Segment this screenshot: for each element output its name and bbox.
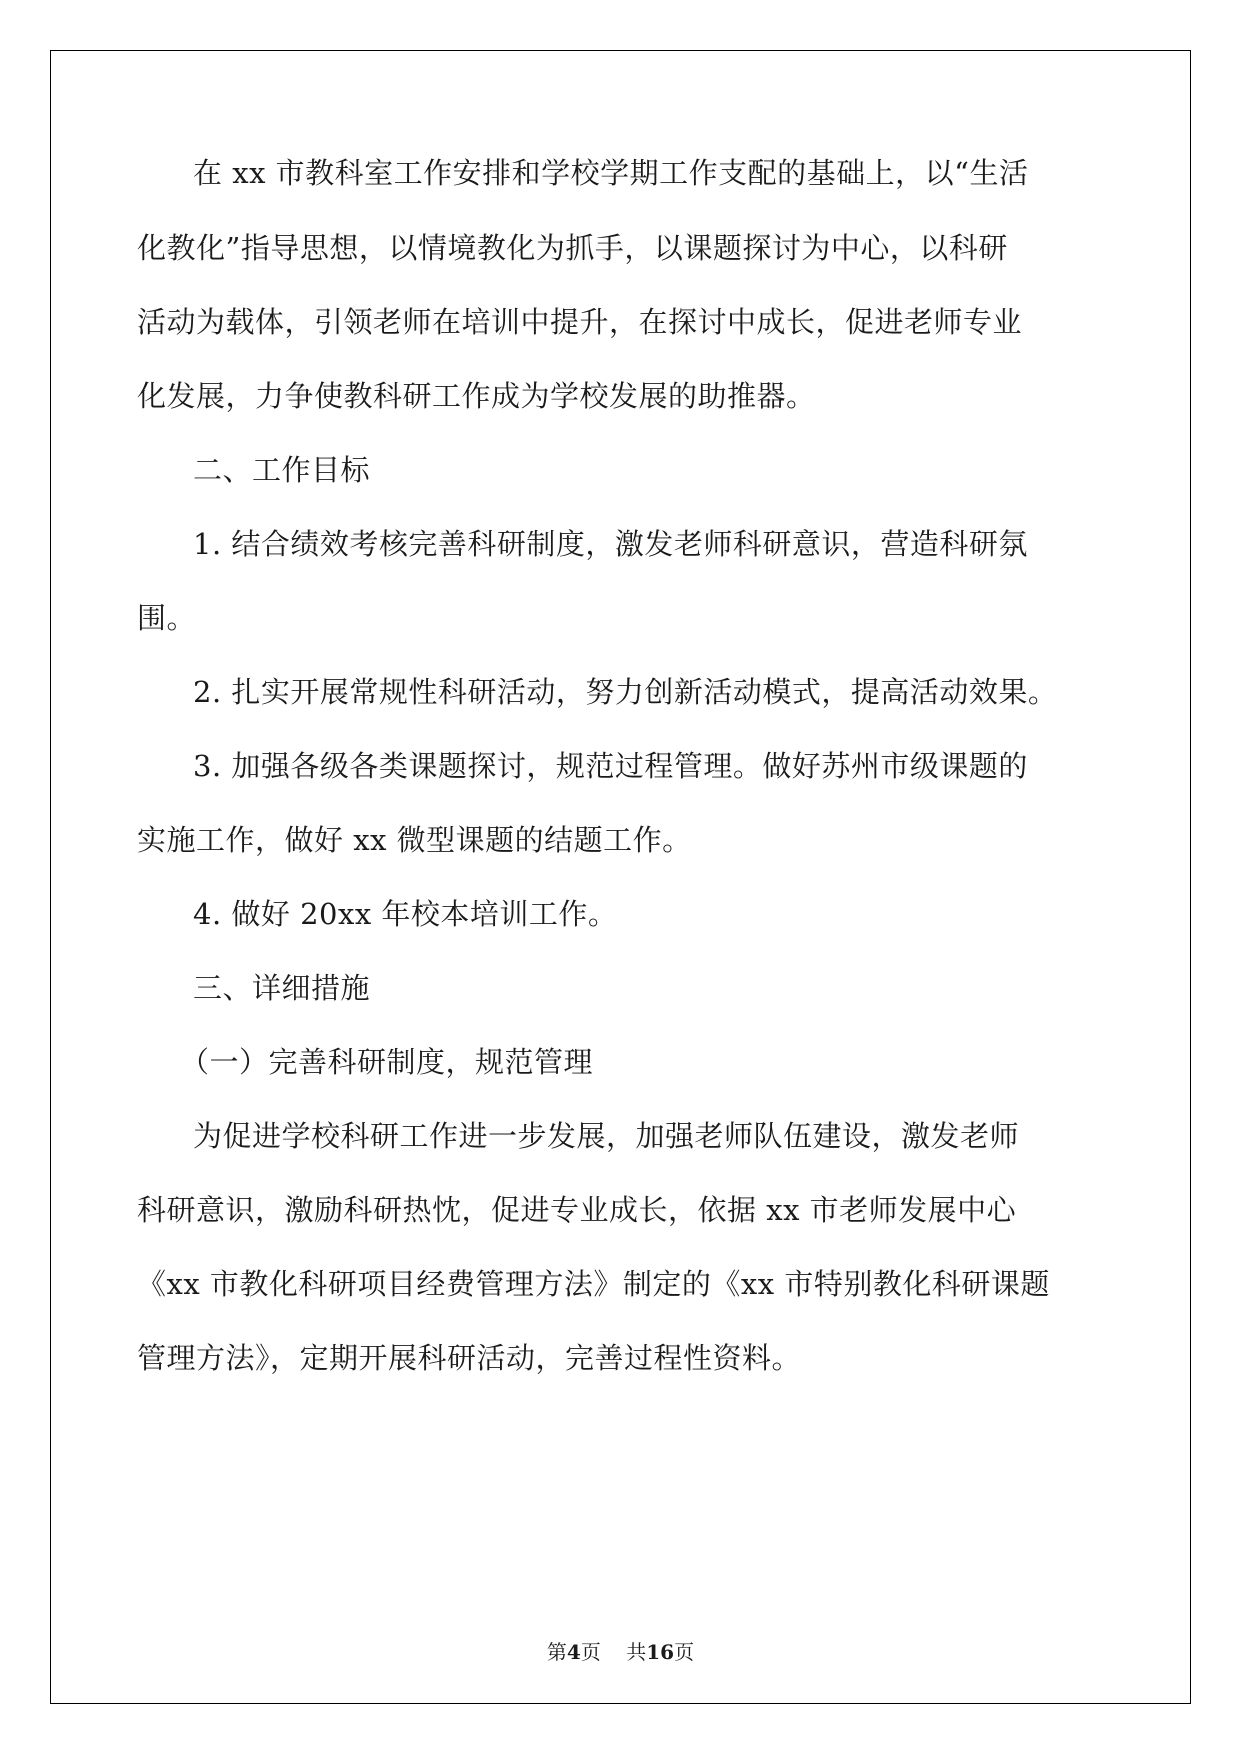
footer-total-suffix: 页 bbox=[674, 1640, 695, 1664]
paragraph-intro-line-3: 活动为载体，引领老师在培训中提升，在探讨中成长，促进老师专业 bbox=[137, 305, 1023, 339]
section-heading-goals: 二、工作目标 bbox=[193, 453, 371, 487]
paragraph-intro-line-1: 在 xx 市教科室工作安排和学校学期工作支配的基础上，以“生活 bbox=[193, 156, 1029, 190]
footer-page-number: 4 bbox=[566, 1640, 581, 1664]
footer-page-suffix: 页 bbox=[580, 1640, 601, 1664]
goal-3-line-1: 3. 加强各级各类课题探讨，规范过程管理。做好苏州市级课题的 bbox=[193, 749, 1028, 783]
section-heading-measures: 三、详细措施 bbox=[193, 971, 371, 1005]
page-border bbox=[50, 50, 1191, 1704]
paragraph-measures-line-3: 《xx 市教化科研项目经费管理方法》制定的《xx 市特别教化科研课题 bbox=[137, 1267, 1050, 1301]
goal-2: 2. 扎实开展常规性科研活动，努力创新活动模式，提高活动效果。 bbox=[193, 675, 1058, 709]
paragraph-intro-line-2: 化教化”指导思想，以情境教化为抓手，以课题探讨为中心，以科研 bbox=[137, 231, 1008, 265]
paragraph-measures-line-1: 为促进学校科研工作进一步发展，加强老师队伍建设，激发老师 bbox=[193, 1119, 1020, 1153]
paragraph-measures-line-4: 管理方法》，定期开展科研活动，完善过程性资料。 bbox=[137, 1341, 802, 1375]
page-footer bbox=[0, 1638, 1241, 1666]
footer-prefix: 第 bbox=[546, 1640, 567, 1664]
subsection-heading-1: （一）完善科研制度，规范管理 bbox=[180, 1045, 594, 1079]
footer-total-prefix: 共 bbox=[626, 1640, 647, 1664]
goal-1-line-1: 1. 结合绩效考核完善科研制度，激发老师科研意识，营造科研氛 bbox=[193, 527, 1028, 561]
paragraph-intro-line-4: 化发展，力争使教科研工作成为学校发展的助推器。 bbox=[137, 379, 816, 413]
paragraph-measures-line-2: 科研意识，激励科研热忱，促进专业成长，依据 xx 市老师发展中心 bbox=[137, 1193, 1017, 1227]
footer-total-pages: 16 bbox=[646, 1640, 675, 1664]
goal-4: 4. 做好 20xx 年校本培训工作。 bbox=[193, 897, 618, 931]
goal-1-line-2: 围。 bbox=[137, 601, 197, 635]
goal-3-line-2: 实施工作，做好 xx 微型课题的结题工作。 bbox=[137, 823, 692, 857]
